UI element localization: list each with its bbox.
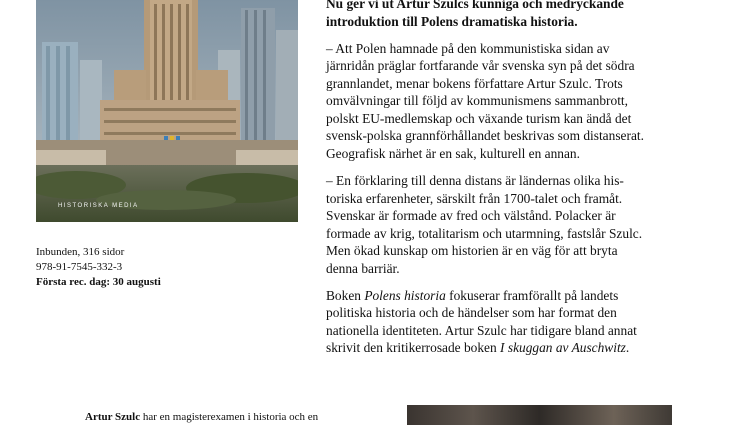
book-title: Polens historia bbox=[364, 287, 446, 303]
text-line: grannlandet, menar bokens författare Artur Szulc. Trots bbox=[326, 75, 623, 91]
book-review-date: Första rec. dag: 30 augusti bbox=[36, 276, 161, 288]
text-line: polskt EU-medlemskap och växande turism kan ändå det bbox=[326, 110, 632, 126]
book-title: I skuggan av Auschwitz bbox=[500, 340, 626, 356]
text-segment: Boken bbox=[326, 287, 365, 303]
book-cover bbox=[36, 0, 298, 222]
author-name: Artur Szulc bbox=[85, 411, 141, 423]
article-text bbox=[326, 0, 690, 367]
author-bio bbox=[85, 410, 318, 424]
article-paragraph-3 bbox=[326, 287, 690, 357]
text-line: formade av krig, totalitarism och utarmning, fastslår Szulc. bbox=[326, 225, 643, 241]
article-intro bbox=[326, 0, 690, 30]
text-line: omvälvningar till följd av kommunismens sammanbrott, bbox=[326, 93, 628, 109]
text-line: politiska historia och de händelser som har format den bbox=[326, 305, 617, 321]
text-line: Men ökad kunskap om historien är en väg för att bryta bbox=[326, 243, 618, 259]
author-bio-text: har en magisterexamen i historia och en bbox=[140, 411, 319, 423]
author-photo bbox=[407, 405, 672, 425]
text-segment: . bbox=[625, 340, 630, 356]
article-paragraph-2 bbox=[326, 172, 690, 277]
text-line: Svenskar är formade av fred och välstånd. Polacker är bbox=[326, 208, 616, 224]
text-line: – Att Polen hamnade på den kommunistiska sidan av bbox=[326, 40, 610, 56]
text-line: nationella identiteten. Artur Szulc har tidigare bland annat bbox=[326, 322, 637, 338]
text-line: järnridån präglar fortfarande vår svenska syn på det södra bbox=[326, 58, 635, 74]
text-segment: skrivit den kritikerrosade boken bbox=[326, 340, 501, 356]
text-line: svensk-polska grannförhållandet beskrivas som distanserat. bbox=[326, 128, 644, 144]
book-format: Inbunden, 316 sidor bbox=[36, 246, 125, 258]
cover-publisher-label: HISTORISKA MEDIA bbox=[58, 203, 139, 209]
text-line: denna barriär. bbox=[326, 260, 400, 276]
cover-photo bbox=[36, 0, 298, 222]
book-isbn: 978-91-7545-332-3 bbox=[36, 261, 123, 273]
book-info bbox=[36, 245, 161, 290]
article-paragraph-1 bbox=[326, 40, 690, 163]
text-line: introduktion till Polens dramatiska historia. bbox=[326, 13, 578, 29]
text-line: – En förklaring till denna distans är ländernas olika his- bbox=[326, 173, 624, 189]
text-line bbox=[326, 339, 690, 357]
text-line: toriska erfarenheter, särskilt från 1700-talet och framåt. bbox=[326, 190, 623, 206]
text-line: Nu ger vi ut Artur Szulcs kunniga och medryckande bbox=[326, 0, 624, 11]
text-line: Geografisk närhet är en sak, kulturell en annan. bbox=[326, 145, 580, 161]
text-segment: fokuserar framförallt på landets bbox=[445, 287, 619, 303]
text-line bbox=[326, 287, 690, 305]
